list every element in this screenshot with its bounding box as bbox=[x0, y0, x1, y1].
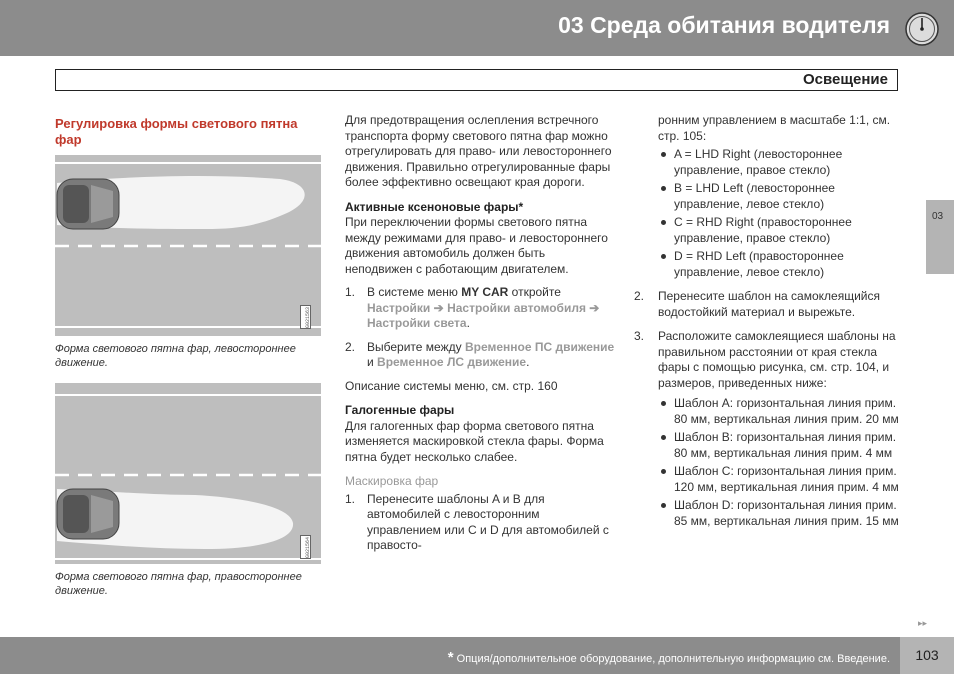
figure-code: G021563 bbox=[300, 305, 311, 329]
chapter-header bbox=[0, 0, 954, 56]
list-item: Шаблон D: горизонтальная линия прим. 85 мм, вертикальная линия прим. 15 мм bbox=[658, 498, 904, 529]
menu-link-car-settings[interactable]: Настройки автомобиля bbox=[447, 300, 586, 315]
column-3 bbox=[634, 113, 904, 529]
menu-link-settings[interactable]: Настройки bbox=[367, 300, 431, 315]
beam-adjust-heading: Регулировка формы светового пятна фар bbox=[55, 116, 298, 147]
figure-caption: Форма светового пятна фар, правостороннее движение. bbox=[55, 571, 302, 597]
list-item: A = LHD Right (левостороннее управление, правое стекло) bbox=[658, 147, 904, 178]
page-footer bbox=[0, 637, 954, 674]
halogen-paragraph: Для галогенных фар форма светового пятна изменяется маскировкой стекла фары. Форма пятна будет несколько слабее. bbox=[345, 418, 604, 464]
chapter-side-tab-label: 03 bbox=[932, 211, 944, 222]
list-item: D = RHD Left (правостороннее управление, левое стекло) bbox=[658, 249, 904, 280]
beam-pattern-left-traffic-figure bbox=[55, 155, 321, 336]
asterisk-icon: * bbox=[447, 649, 454, 666]
list-item: Шаблон C: горизонтальная линия прим. 120 мм, вертикальная линия прим. 4 мм bbox=[658, 464, 904, 495]
next-page-arrows-icon[interactable]: ▸▸ bbox=[918, 618, 928, 628]
xenon-paragraph: При переключении формы светового пятна между режимами для право- и левостороннего движения автомобиль должен быть неподвижен с работающим двигателем. bbox=[345, 215, 608, 276]
beam-diagram-right bbox=[55, 383, 321, 564]
footnote: * Опция/дополнительное оборудование, дополнительную информацию см. Введение. bbox=[447, 649, 890, 666]
xenon-step-2: 2. Выберите между Временное ПС движение и Временное ЛС движение. bbox=[345, 339, 615, 369]
figure-caption: Форма светового пятна фар, левостороннее движение. bbox=[55, 343, 296, 369]
option-lh-traffic[interactable]: Временное ЛС движение bbox=[377, 355, 527, 369]
list-item: B = LHD Left (левостороннее управление, левое стекло) bbox=[658, 181, 904, 212]
column-1 bbox=[55, 116, 321, 611]
car-icon bbox=[57, 489, 119, 539]
menu-my-car: MY CAR bbox=[461, 285, 509, 299]
figure-code: G021564 bbox=[300, 535, 311, 559]
masking-heading: Маскировка фар bbox=[345, 474, 439, 488]
car-icon bbox=[57, 179, 119, 229]
arrow-right-icon: ➔ bbox=[589, 300, 600, 315]
xenon-heading: Активные ксеноновые фары* bbox=[345, 199, 524, 214]
section-title: Освещение bbox=[803, 71, 888, 88]
masking-step-1-continued: ронним управлением в масштабе 1:1, см. стр. 105: bbox=[658, 113, 891, 143]
list-item: Шаблон B: горизонтальная линия прим. 80 мм, вертикальная линия прим. 4 мм bbox=[658, 430, 904, 461]
halogen-heading: Галогенные фары bbox=[345, 403, 455, 417]
menu-link-light-settings[interactable]: Настройки света bbox=[367, 316, 467, 330]
option-rh-traffic[interactable]: Временное ПС движение bbox=[464, 339, 615, 354]
template-dimension-list bbox=[634, 396, 904, 529]
masking-step-1: 1. Перенесите шаблоны A и B для автомобилей с левосторонним управлением или C и D для автомобилей с правосто- bbox=[345, 491, 609, 552]
list-item: C = RHD Right (правостороннее управление, правое стекло) bbox=[658, 215, 904, 246]
masking-step-2: 2. Перенесите шаблон на самоклеящийся водостойкий материал и вырежьте. bbox=[634, 289, 880, 319]
page-number: 103 bbox=[900, 637, 954, 674]
xenon-step-1: 1. В системе меню MY CAR откройте Настройки ➔ Настройки автомобиля ➔ Настройки света. bbox=[345, 285, 600, 330]
beam-diagram-left bbox=[55, 155, 321, 336]
gauge-icon bbox=[904, 11, 940, 47]
column-2 bbox=[345, 113, 615, 554]
template-list bbox=[634, 147, 904, 280]
arrow-right-icon: ➔ bbox=[433, 300, 444, 315]
masking-step-3: 3. Расположите самоклеящиеся шаблоны на правильном расстоянии от края стекла фары с помощью рисунка, см. стр. 104, и размеров, приведенных ниже: bbox=[634, 329, 896, 390]
section-title-bar bbox=[55, 69, 898, 91]
intro-paragraph: Для предотвращения ослепления встречного транспорта форму светового пятна фар можно отрегулировать для право- или левостороннего движения. Правильно отрегулированные фары более эффективно освещают края дороги. bbox=[345, 113, 612, 189]
beam-pattern-right-traffic-figure bbox=[55, 383, 321, 564]
chapter-title: 03 Среда обитания водителя bbox=[558, 12, 890, 38]
list-item: Шаблон A: горизонтальная линия прим. 80 мм, вертикальная линия прим. 20 мм bbox=[658, 396, 904, 427]
menu-reference: Описание системы меню, см. стр. 160 bbox=[345, 378, 558, 393]
chapter-side-tab[interactable] bbox=[926, 200, 954, 274]
